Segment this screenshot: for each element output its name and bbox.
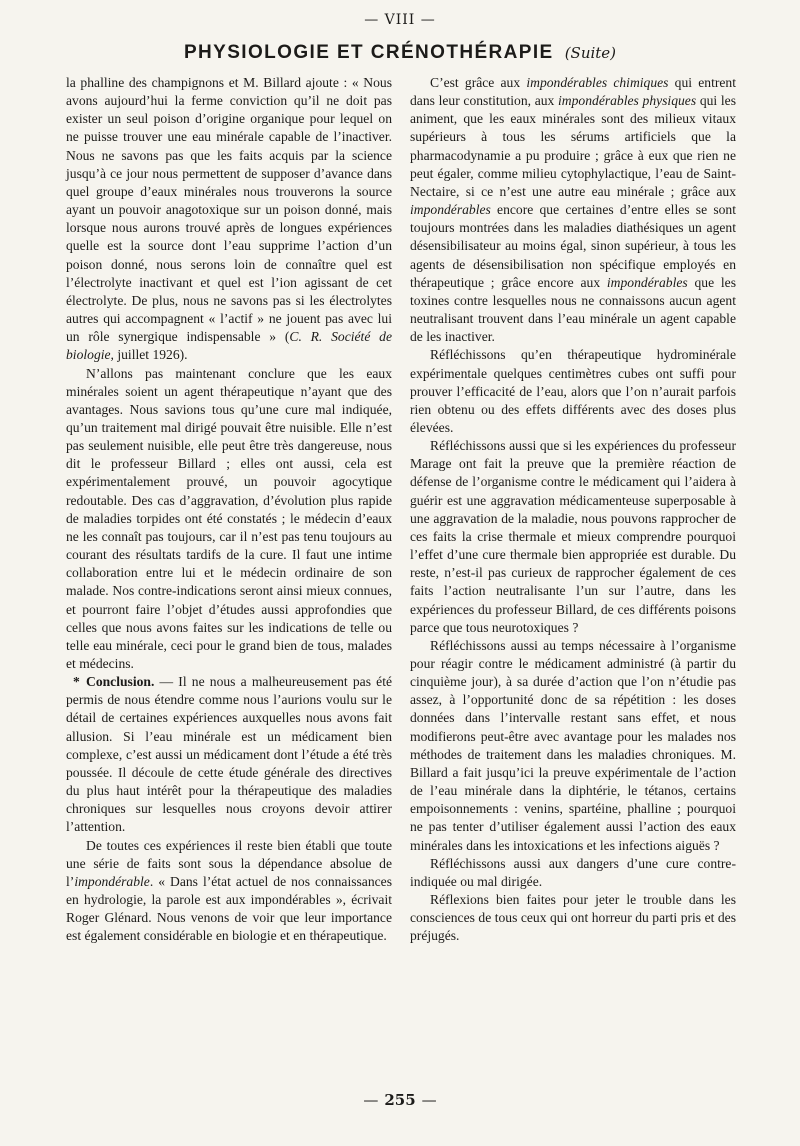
footer-dash-right: — [421, 1091, 437, 1109]
right-p1-text-e: que les toxines contre lesquelles nous ne connaissons aucun agent neutralisant trouvent dans l’eau minérale un agent capable de les inactiver. [410, 274, 736, 345]
left-p1-citation-date: juillet 1926). [113, 347, 188, 363]
page-number-footer [0, 1091, 800, 1109]
left-p4-text-a: De toutes ces expériences il reste bien établi que toute une série de faits sont sous la dépendance absolue de l’ [66, 837, 392, 889]
margin-asterisk: * [73, 674, 80, 690]
right-p1-emphasis-4: impondérables [606, 274, 688, 290]
right-p1-emphasis-3: impondérables [410, 202, 491, 218]
right-paragraph-3: Réfléchissons aussi que si les expériences du professeur Marage ont fait la preuve que la première réaction de défense de l’organisme contre le médicament qui l’aidera à guérir est une aggravation médicamenteuse superposable à une aggravation de la maladie, nous pouvons rapprocher de ces faits la crise thermale et mieux comprendre pourquoi l’effet d’une cure thermale bien appropriée est durable. Du reste, n’est-il pas curieux de rapprocher également de ces faits l’action neutralisante l’un sur l’autre, dans les expériences du professeur Billard, de ces différents poisons parce que tous neurotoxiques ? [410, 438, 736, 635]
left-p1-citation-open: ( [276, 329, 290, 345]
running-head [0, 42, 800, 64]
right-paragraph-4: Réfléchissons aussi au temps nécessaire à l’organisme pour réagir contre le médicament administré (à partir du cinquième jour), à sa durée d’action que l’on n’étudie pas assez, à l’opportunité donc de sa répétition : les doses données dans l’intervalle restant sans effet, et nous modifierons peut-être avec avantage pour les malades nos méthodes de traitement dans les maladies chroniques. M. Billard a fait jusqu’ici la preuve expérimentale de l’action de l’eau minérale dans la diphtérie, le tétanos, certains empoisonnements : venins, spartéine, phalline ; pourquoi ne pas tenter d’utiliser également aussi l’action des eaux minérales dans les intoxications et les infections aiguës ? [410, 637, 736, 853]
running-head-suite: (Suite) [564, 44, 617, 62]
right-paragraph-1 [410, 74, 736, 346]
right-paragraph-6: Réflexions bien faites pour jeter le trouble dans les consciences de tous ceux qui ont horreur du parti pris et des préjugés. [410, 892, 736, 944]
left-p1-text: la phalline des champignons et M. Billard ajoute : « Nous avons aujourd’hui la ferme conviction qu’il ne doit pas exister un seul poison d’origine organique pour lequel on ne puisse trouver une eau minérale capable de l’inactiver. Nous ne savons pas que les faits acquis par la science jusqu’à ce jour nous permettent de supposer d’avance dans quel groupe d’eaux minérales nous trouverons la source ayant un pouvoir anagotoxique sur un poison donné, mais lorsque nous aurons trouvé après de longues expériences quelle est la source dont l’eau supprime l’action d’un poison donné, nous serons loin de connaître quel est l’électrolyte inactivant et quel est l’ion agissant de cet électrolyte. De plus, nous ne savons pas si les électrolytes autres qui accompagnent « l’actif » ne jouent pas avec lui un rôle synergique indispensable » [66, 75, 392, 345]
right-paragraph-2: Réfléchissons qu’en thérapeutique hydrominérale expérimentale quelques centimètres cubes ont suffi pour prouver l’efficacité de l’eau, alors que l’on n’aurait parfois rien obtenu ou des effets différents avec des doses plus élevées. [410, 347, 736, 435]
running-head-title: PHYSIOLOGIE ET CRÉNOTHÉRAPIE [183, 42, 554, 63]
left-paragraph-conclusion [66, 673, 392, 836]
page-number: 255 [384, 1091, 416, 1109]
right-p1-text-b: qui entrent dans leur constitution, aux [410, 75, 736, 109]
right-p1-text-c: qui les animent, que les eaux minérales sont des milieux vitaux supérieurs à tous les sérums artificiels que la pharmacodynamie a pu produire ; grâce à eux que rien ne peut égaler, comme milieu cytophylactique, l’eau de Saint-Nectaire, si ce n’est une autre eau minérale ; grâce aux [410, 93, 736, 199]
right-p1-emphasis-2: impondérables physiques [558, 93, 697, 109]
left-paragraph-4 [66, 837, 392, 946]
footer-dash-left: — [363, 1091, 379, 1109]
page-number-roman: — VIII — [364, 12, 436, 28]
left-paragraph-2: N’allons pas maintenant conclure que les eaux minérales soient un agent thérapeutique n’ayant que des avantages. Nous savions tous qu’une cure mal indiquée, qu’un traitement mal dirigé pouvait être nuisible. Elle n’est pas seulement nuisible, elle peut être très dangereuse, nous dit le professeur Billard ; elles ont aussi, cela est expérimentalement prouvé, un pouvoir agocytique redoutable. Des cas d’aggravation, d’évolution plus rapide de maladies torpides ont été constatés ; le médecin d’eaux ne les connaît pas toujours, car il n’est pas tenu toujours au courant des résultats tardifs de la cure. Il faut une intime collaboration entre lui et le médecin ordinaire de son malade. Nos contre-indications seront ainsi mieux connues, et pourront faire l’objet d’études aussi approfondies que celles que nous avons faites sur les indications de telle ou telle eau minérale, ceci pour le grand bien de tous, malades et médecins. [66, 365, 392, 671]
left-column [66, 74, 392, 946]
left-p4-text-b: . « Dans l’état actuel de nos connaissances en hydrologie, la parole est aux impondérables », écrivait Roger Glénard. Nous venons de voir que leur importance est également considérable en biologie et en thérapeutique. [66, 873, 392, 944]
right-p1-text-d: encore que certaines d’entre elles se sont toujours montrées dans les maladies diathésiques un agent désensibilisateur au moins égal, sinon supérieur, à tous les agents de désensibilisation non spécifique employés en thérapeutique ; grâce encore aux [410, 202, 736, 290]
left-p4-emphasis: impondérable [74, 873, 150, 889]
conclusion-heading: Conclusion. [86, 674, 155, 690]
right-paragraph-5: Réfléchissons aussi aux dangers d’une cure contre-indiquée ou mal dirigée. [410, 855, 736, 889]
right-p1-emphasis-1: impondérables chimiques [526, 75, 669, 90]
conclusion-text: — Il ne nous a malheureusement pas été permis de nous étendre comme nous l’aurions voulu sur le détail de certaines expériences auxquelles nous avons fait allusion. Si l’eau minérale est un médicament bien complexe, c’est aussi un médicament dont l’étude a été très poussée. Il découle de cette étude générale des directives du plus haut intérêt pour la thérapeutique des maladies chroniques sur lesquelles nous croyons devoir attirer l’attention. [66, 674, 392, 835]
right-p1-text-a: C’est grâce aux [430, 75, 527, 90]
left-p1-citation-source: C. R. Société de biologie, [66, 329, 392, 363]
right-column [410, 74, 736, 946]
left-paragraph-1 [66, 74, 392, 365]
